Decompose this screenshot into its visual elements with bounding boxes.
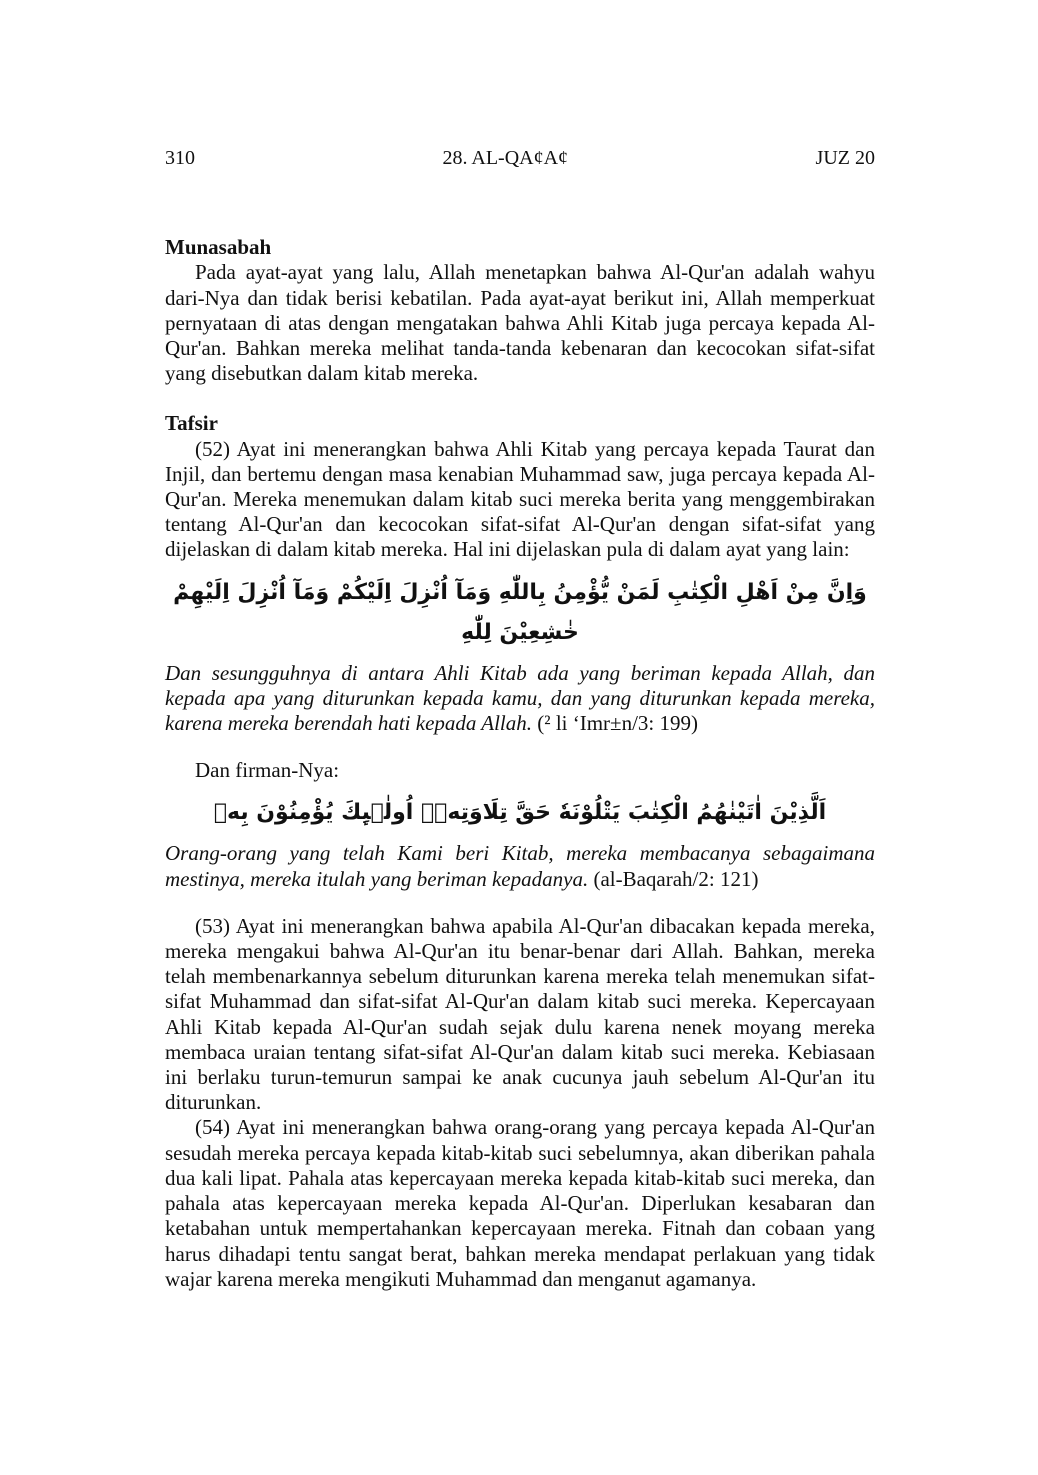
firman-line: Dan firman-Nya: — [195, 758, 340, 783]
paragraph-53: (53) Ayat ini menerangkan bahwa apabila Al-Qur'an dibacakan kepada mereka, mereka mengakui bahwa Al-Qur'an itu benar-benar dari Allah. Bahkan, mereka telah membenarkannya sebelum diturunkan karena mereka telah menemukan sifat-sifat Muhammad dan sifat-sifat Al-Qur'an dalam kitab suci mereka. Kepercayaan Ahli Kitab kepada Al-Qur'an sudah sejak dulu karena nenek moyang mereka membaca uraian tentang sifat-sifat Al-Qur'an dalam kitab suci mereka. Kebiasaan ini berlaku turun-temurun sampai ke anak cucunya jauh sebelum Al-Qur'an itu diturunkan. — [165, 913, 875, 1115]
paragraph-52: (52) Ayat ini menerangkan bahwa Ahli Kitab yang percaya kepada Taurat dan Injil, dan bertemu dengan masa kenabian Muhammad saw, juga percaya kepada Al-Qur'an. Mereka menemukan dalam kitab suci mereka berita yang menggembirakan tentang Al-Qur'an dan kecocokan sifat-sifat Al-Qur'an dengan sifat-sifat yang dijelaskan di dalam kitab mereka. Hal ini dijelaskan pula di dalam ayat yang lain: — [165, 436, 875, 562]
section-heading: Tafsir — [165, 411, 218, 436]
running-header — [165, 146, 875, 171]
arabic-verse: اَلَّذِيْنَ اٰتَيْنٰهُمُ الْكِتٰبَ يَتْلُوْنَهٗ حَقَّ تِلَاوَتِهٖۗ اُولٰۤىِٕكَ يُؤْمِنُوْنَ بِهٖ — [213, 800, 827, 826]
book-page — [165, 0, 875, 1292]
verse-reference: (² li ‘Imr±n/3: 199) — [537, 711, 698, 736]
tafsir-section — [165, 411, 875, 1291]
page-number: 310 — [165, 147, 195, 169]
paragraph: Pada ayat-ayat yang lalu, Allah menetapkan bahwa Al-Qur'an adalah wahyu dari-Nya dan tidak berisi kebatilan. Pada ayat-ayat berikut ini, Allah memperkuat pernyataan di atas dengan mengatakan bahwa Ahli Kitab juga percaya kepada Al-Qur'an. Bahkan mereka melihat tanda-tanda kebenaran dan kecocokan sifat-sifat yang disebutkan dalam kitab mereka. — [165, 260, 875, 386]
paragraph-54: (54) Ayat ini menerangkan bahwa orang-orang yang percaya kepada Al-Qur'an sesudah mereka percaya kepada kitab-kitab suci sebelumnya, akan diberikan pahala dua kali lipat. Pahala atas kepercayaan mereka kepada kitab-kitab suci mereka, dan pahala atas kepercayaan mereka kepada Al-Qur'an. Diperlukan kesabaran dan ketabahan untuk mempertahankan kepercayaan mereka. Fitnah dan cobaan yang harus dihadapi tentu sangat berat, bahkan mereka mendapat perlakuan yang tidak wajar karena mereka mengikuti Muhammad dan menganut agamanya. — [165, 1115, 875, 1291]
juz-label: JUZ 20 — [815, 147, 875, 169]
translation-text: Dan sesungguhnya di antara Ahli Kitab ada yang beriman kepada Allah, dan kepada apa yang diturunkan kepada kamu, dan yang diturunkan kepada mereka, karena mereka berendah hati kepada Allah. — [165, 660, 875, 736]
arabic-verse: وَاِنَّ مِنْ اَهْلِ الْكِتٰبِ لَمَنْ يُّؤْمِنُ بِاللّٰهِ وَمَآ اُنْزِلَ اِلَيْكُمْ وَمَآ اُنْزِلَ اِلَيْهِمْ خٰشِعِيْنَ لِلّٰهِ — [173, 579, 867, 645]
verse-translation — [165, 661, 875, 737]
munasabah-section — [165, 235, 875, 386]
chapter-title: 28. AL-QA¢A¢ — [442, 147, 569, 169]
verse-reference: (al-Baqarah/2: 121) — [593, 866, 759, 891]
verse-translation — [165, 841, 875, 891]
translation-text: Orang-orang yang telah Kami beri Kitab, mereka membacanya sebagaimana mestinya, mereka itulah yang beriman kepadanya. — [165, 841, 875, 891]
section-heading: Munasabah — [165, 235, 272, 260]
